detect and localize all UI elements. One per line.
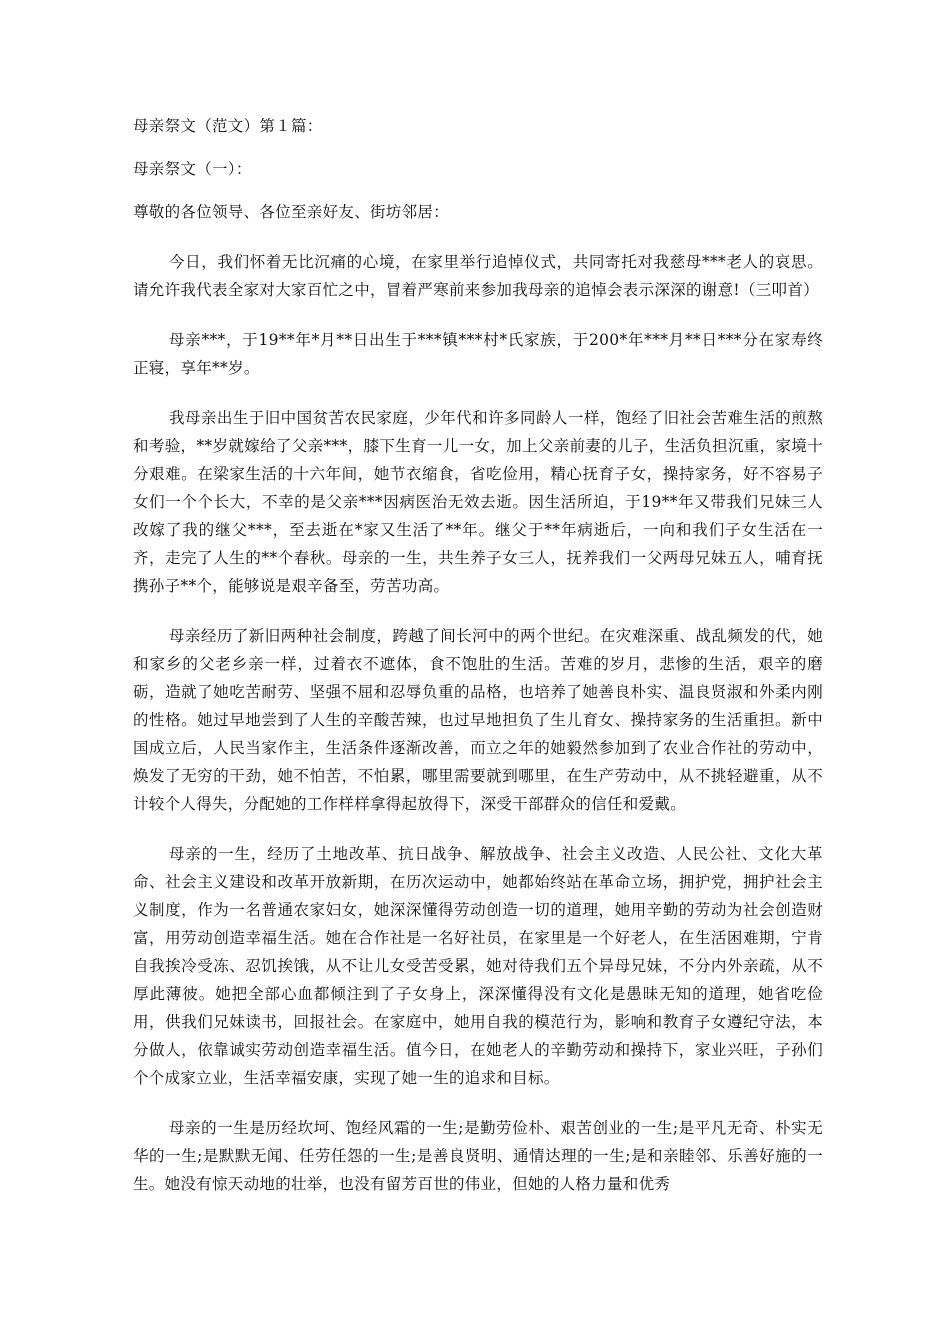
paragraph: 母亲***，于19**年*月**日出生于***镇***村*氏家族，于200*年***月**日***分在家寿终正寝，享年**岁。 xyxy=(133,331,823,377)
paragraph: 今日，我们怀着无比沉痛的心境，在家里举行追悼仪式，共同寄托对我慈母***老人的哀思。请允许我代表全家对大家百忙之中，冒着严寒前来参加我母亲的追悼会表示深深的谢意!（三叩首） xyxy=(133,253,823,299)
salutation: 尊敬的各位领导、各位至亲好友、街坊邻居： xyxy=(133,203,450,221)
document-title: 母亲祭文（范文）第１篇： xyxy=(133,117,323,135)
document-subtitle: 母亲祭文（一）： xyxy=(133,160,252,178)
paragraph: 我母亲出生于旧中国贫苦农民家庭，少年代和许多同龄人一样，饱经了旧社会苦难生活的煎熬和考验，**岁就嫁给了父亲***，膝下生育一儿一女，加上父亲前妻的儿子，生活负担沉重，家境十分艰难。在梁家生活的十六年间，她节衣缩食，省吃俭用，精心抚育子女，操持家务，好不容易子女们一个个长大，不幸的是父亲***因病医治无效去逝。因生活所迫，于19**年又带我们兄妹三人改嫁了我的继父***，至去逝在*家又生活了**年。继父于**年病逝后，一向和我们子女生活在一齐，走完了人生的**个春秋。母亲的一生，共生养子女三人，抚养我们一父两母兄妹五人，哺育抚携孙子**个，能够说是艰辛备至，劳苦功高。 xyxy=(133,409,823,595)
document-body xyxy=(133,112,823,1220)
paragraph: 母亲的一生，经历了土地改革、抗日战争、解放战争、社会主义改造、人民公社、文化大革命、社会主义建设和改革开放新期，在历次运动中，她都始终站在革命立场，拥护党，拥护社会主义制度，作为一名普通农家妇女，她深深懂得劳动创造一切的道理，她用辛勤的劳动为社会创造财富，用劳动创造幸福生活。她在合作社是一名好社员，在家里是一个好老人，在生活困难期，宁肯自我挨冷受冻、忍饥挨饿，从不让儿女受苦受累，她对待我们五个异母兄妹，不分内外亲疏，从不厚此薄彼。她把全部心血都倾注到了子女身上，深深懂得没有文化是愚昧无知的道理，她省吃俭用，供我们兄妹读书，回报社会。在家庭中，她用自我的模范行为，影响和教育子女遵纪守法，本分做人，依靠诚实劳动创造幸福生活。值今日，在她老人的辛勤劳动和操持下，家业兴旺，子孙们个个成家立业，生活幸福安康，实现了她一生的追求和目标。 xyxy=(133,845,823,1087)
paragraph: 母亲经历了新旧两种社会制度，跨越了间长河中的两个世纪。在灾难深重、战乱频发的代，她和家乡的父老乡亲一样，过着衣不遮体，食不饱肚的生活。苦难的岁月，悲惨的生活，艰辛的磨砺，造就了她吃苦耐劳、坚强不屈和忍辱负重的品格，也培养了她善良朴实、温良贤淑和外柔内刚的性格。她过早地尝到了人生的辛酸苦辣，也过早地担负了生儿育女、操持家务的生活重担。新中国成立后，人民当家作主，生活条件逐渐改善，而立之年的她毅然参加到了农业合作社的劳动中，焕发了无穷的干劲，她不怕苦，不怕累，哪里需要就到哪里，在生产劳动中，从不挑轻避重，从不计较个人得失，分配她的工作样样拿得起放得下，深受干部群众的信任和爱戴。 xyxy=(133,627,823,813)
paragraph: 母亲的一生是历经坎坷、饱经风霜的一生;是勤劳俭朴、艰苦创业的一生;是平凡无奇、朴实无华的一生;是默默无闻、任劳任怨的一生;是善良贤明、通情达理的一生;是和亲睦邻、乐善好施的一生。她没有惊天动地的壮举，也没有留芳百世的伟业，但她的人格力量和优秀 xyxy=(133,1119,823,1193)
